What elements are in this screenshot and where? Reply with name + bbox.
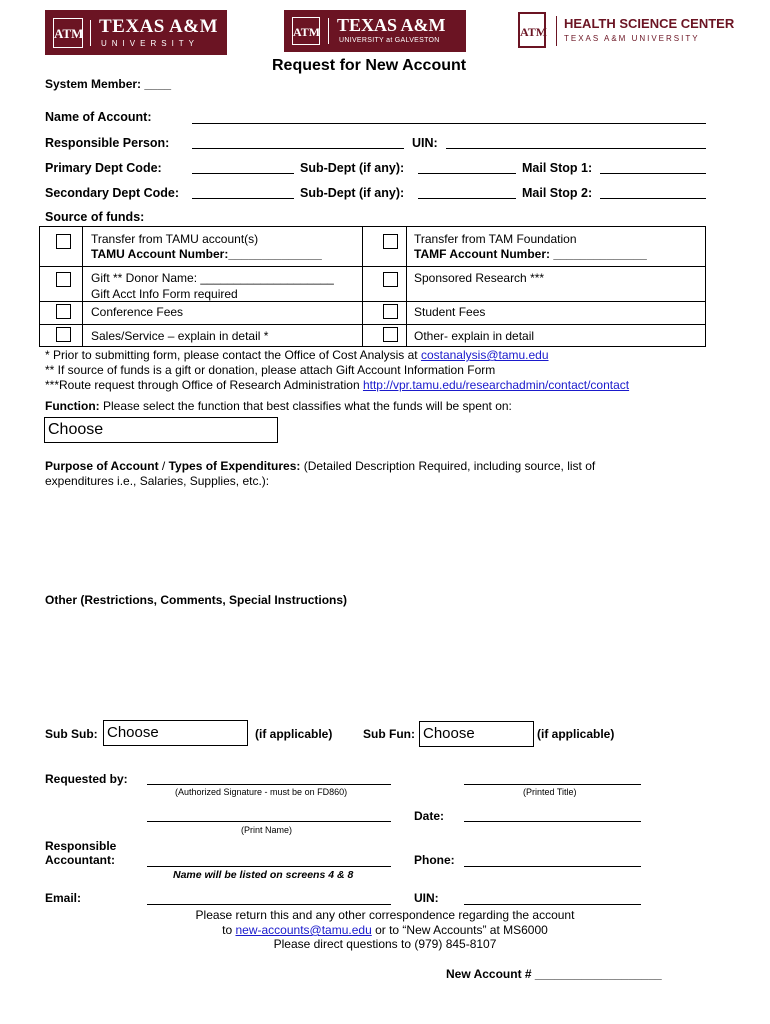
uin-bottom-label: UIN: [414,891,439,905]
authorized-signature-caption: (Authorized Signature - must be on FD860) [175,787,348,797]
requested-by-label: Requested by: [45,772,128,786]
if-applicable-2: (if applicable) [537,727,615,741]
date-label: Date: [414,809,445,823]
student-fees-label: Student Fees [414,305,486,319]
source-of-funds-label: Source of funds: [45,210,145,224]
sub-dept-1-label: Sub-Dept (if any): [300,161,405,175]
footer-line-3: Please direct questions to (979) 845-8107 [273,937,497,951]
purpose-instruction-cont: expenditures i.e., Salaries, Supplies, etc.): [45,474,270,488]
name-of-account-label: Name of Account: [45,110,152,124]
tamf-account-number-label: TAMF Account Number: ______________ [414,247,647,261]
secondary-dept-field[interactable] [192,198,294,199]
mail-stop-1-field[interactable] [600,173,706,174]
purpose-instruction: Purpose of Account / Types of Expenditures: (Detailed Description Required, including source, list of [45,459,596,473]
responsible-accountant-label-1: Responsible [45,839,117,853]
responsible-person-field[interactable] [192,148,404,149]
research-admin-link[interactable]: http://vpr.tamu.edu/researchadmin/contact/contact [362,378,630,392]
sub-sub-select[interactable]: Choose [103,720,248,746]
page-title: Request for New Account [272,57,467,74]
sub-fun-label: Sub Fun: [363,727,415,741]
printed-title-field[interactable] [464,784,641,785]
sub-dept-2-field[interactable] [418,198,516,199]
student-fees-checkbox[interactable] [383,304,398,319]
function-instruction: Function: Please select the function that best classifies what the funds will be spent on: [45,399,512,413]
logo-sub-text: UNIVERSITY [101,39,200,48]
gift-checkbox[interactable] [56,272,71,287]
primary-dept-field[interactable] [192,173,294,174]
secondary-dept-label: Secondary Dept Code: [45,186,180,200]
phone-field[interactable] [464,866,641,867]
logo-sub-text: TEXAS A&M UNIVERSITY [564,34,700,43]
note-research: ***Route request through Office of Research Administration http://vpr.tamu.edu/researchadmin/contact/contact [45,378,630,392]
tamu-account-number-label: TAMU Account Number:______________ [91,247,322,261]
other-restrictions-label: Other (Restrictions, Comments, Special Instructions) [45,593,348,607]
uin-label: UIN: [412,136,438,150]
primary-dept-label: Primary Dept Code: [45,161,162,175]
sub-dept-2-label: Sub-Dept (if any): [300,186,405,200]
logo-main-text: TEXAS A&M [99,16,219,37]
print-name-caption: (Print Name) [241,825,293,835]
uin-bottom-field[interactable] [464,904,641,905]
new-account-number-label: New Account # ___________________ [446,967,662,981]
other-checkbox[interactable] [383,327,398,342]
logo-main-text: HEALTH SCIENCE CENTER [564,16,735,31]
responsible-accountant-label-2: Accountant: [45,853,115,867]
print-name-field[interactable] [147,821,391,822]
logo-main-text: TEXAS A&M [337,15,446,35]
uin-field[interactable] [446,148,706,149]
function-select[interactable]: Choose [44,417,278,443]
mail-stop-2-label: Mail Stop 2: [522,186,593,200]
sales-service-label: Sales/Service – explain in detail * [91,329,269,343]
responsible-accountant-field[interactable] [147,866,391,867]
authorized-signature-field[interactable] [147,784,391,785]
tamu-transfer-checkbox[interactable] [56,234,71,249]
tamf-transfer-label: Transfer from TAM Foundation [414,232,577,246]
sub-dept-1-field[interactable] [418,173,516,174]
sponsored-research-checkbox[interactable] [383,272,398,287]
tamu-logo [45,10,227,55]
mail-stop-2-field[interactable] [600,198,706,199]
system-member-label: System Member: ____ [45,77,172,91]
email-label: Email: [45,891,82,905]
atm-mark-icon: ATM [292,17,320,45]
date-field[interactable] [464,821,641,822]
atm-mark-icon: ATM [518,12,546,48]
other-explain-label: Other- explain in detail [414,329,535,343]
purpose-text-area[interactable] [45,492,705,588]
logo-sub-text: UNIVERSITY at GALVESTON [339,37,440,44]
new-accounts-email-link[interactable]: new-accounts@tamu.edu [235,923,372,937]
sub-sub-label: Sub Sub: [45,727,98,741]
footer-line-1: Please return this and any other correspondence regarding the account [195,908,575,922]
conference-fees-checkbox[interactable] [56,304,71,319]
footer-line-2: to new-accounts@tamu.edu or to “New Accounts” at MS6000 [222,923,548,937]
responsible-person-label: Responsible Person: [45,136,170,150]
mail-stop-1-label: Mail Stop 1: [522,161,593,175]
email-field[interactable] [147,904,391,905]
sponsored-research-label: Sponsored Research *** [414,271,545,285]
tamu-transfer-label: Transfer from TAMU account(s) [91,232,259,246]
tamf-transfer-checkbox[interactable] [383,234,398,249]
cost-analysis-email-link[interactable]: costanalysis@tamu.edu [420,348,549,362]
if-applicable-1: (if applicable) [255,727,333,741]
name-listed-note: Name will be listed on screens 4 & 8 [173,869,354,881]
atm-mark-icon: ATM [53,18,83,48]
other-text-area[interactable] [45,612,705,712]
name-of-account-field[interactable] [192,123,706,124]
conference-fees-label: Conference Fees [91,305,184,319]
tamu-galveston-logo [284,10,466,52]
gift-acct-info-label: Gift Acct Info Form required [91,287,238,301]
note-cost-analysis: * Prior to submitting form, please contact the Office of Cost Analysis at costanalysis@tamu.edu [45,348,549,362]
printed-title-caption: (Printed Title) [523,787,577,797]
gift-donor-label: Gift ** Donor Name: ____________________ [91,271,334,285]
hsc-logo [518,12,735,52]
sales-service-checkbox[interactable] [56,327,71,342]
note-gift: ** If source of funds is a gift or donation, please attach Gift Account Information Form [45,363,496,377]
phone-label: Phone: [414,853,455,867]
sub-fun-select[interactable]: Choose [419,721,534,747]
